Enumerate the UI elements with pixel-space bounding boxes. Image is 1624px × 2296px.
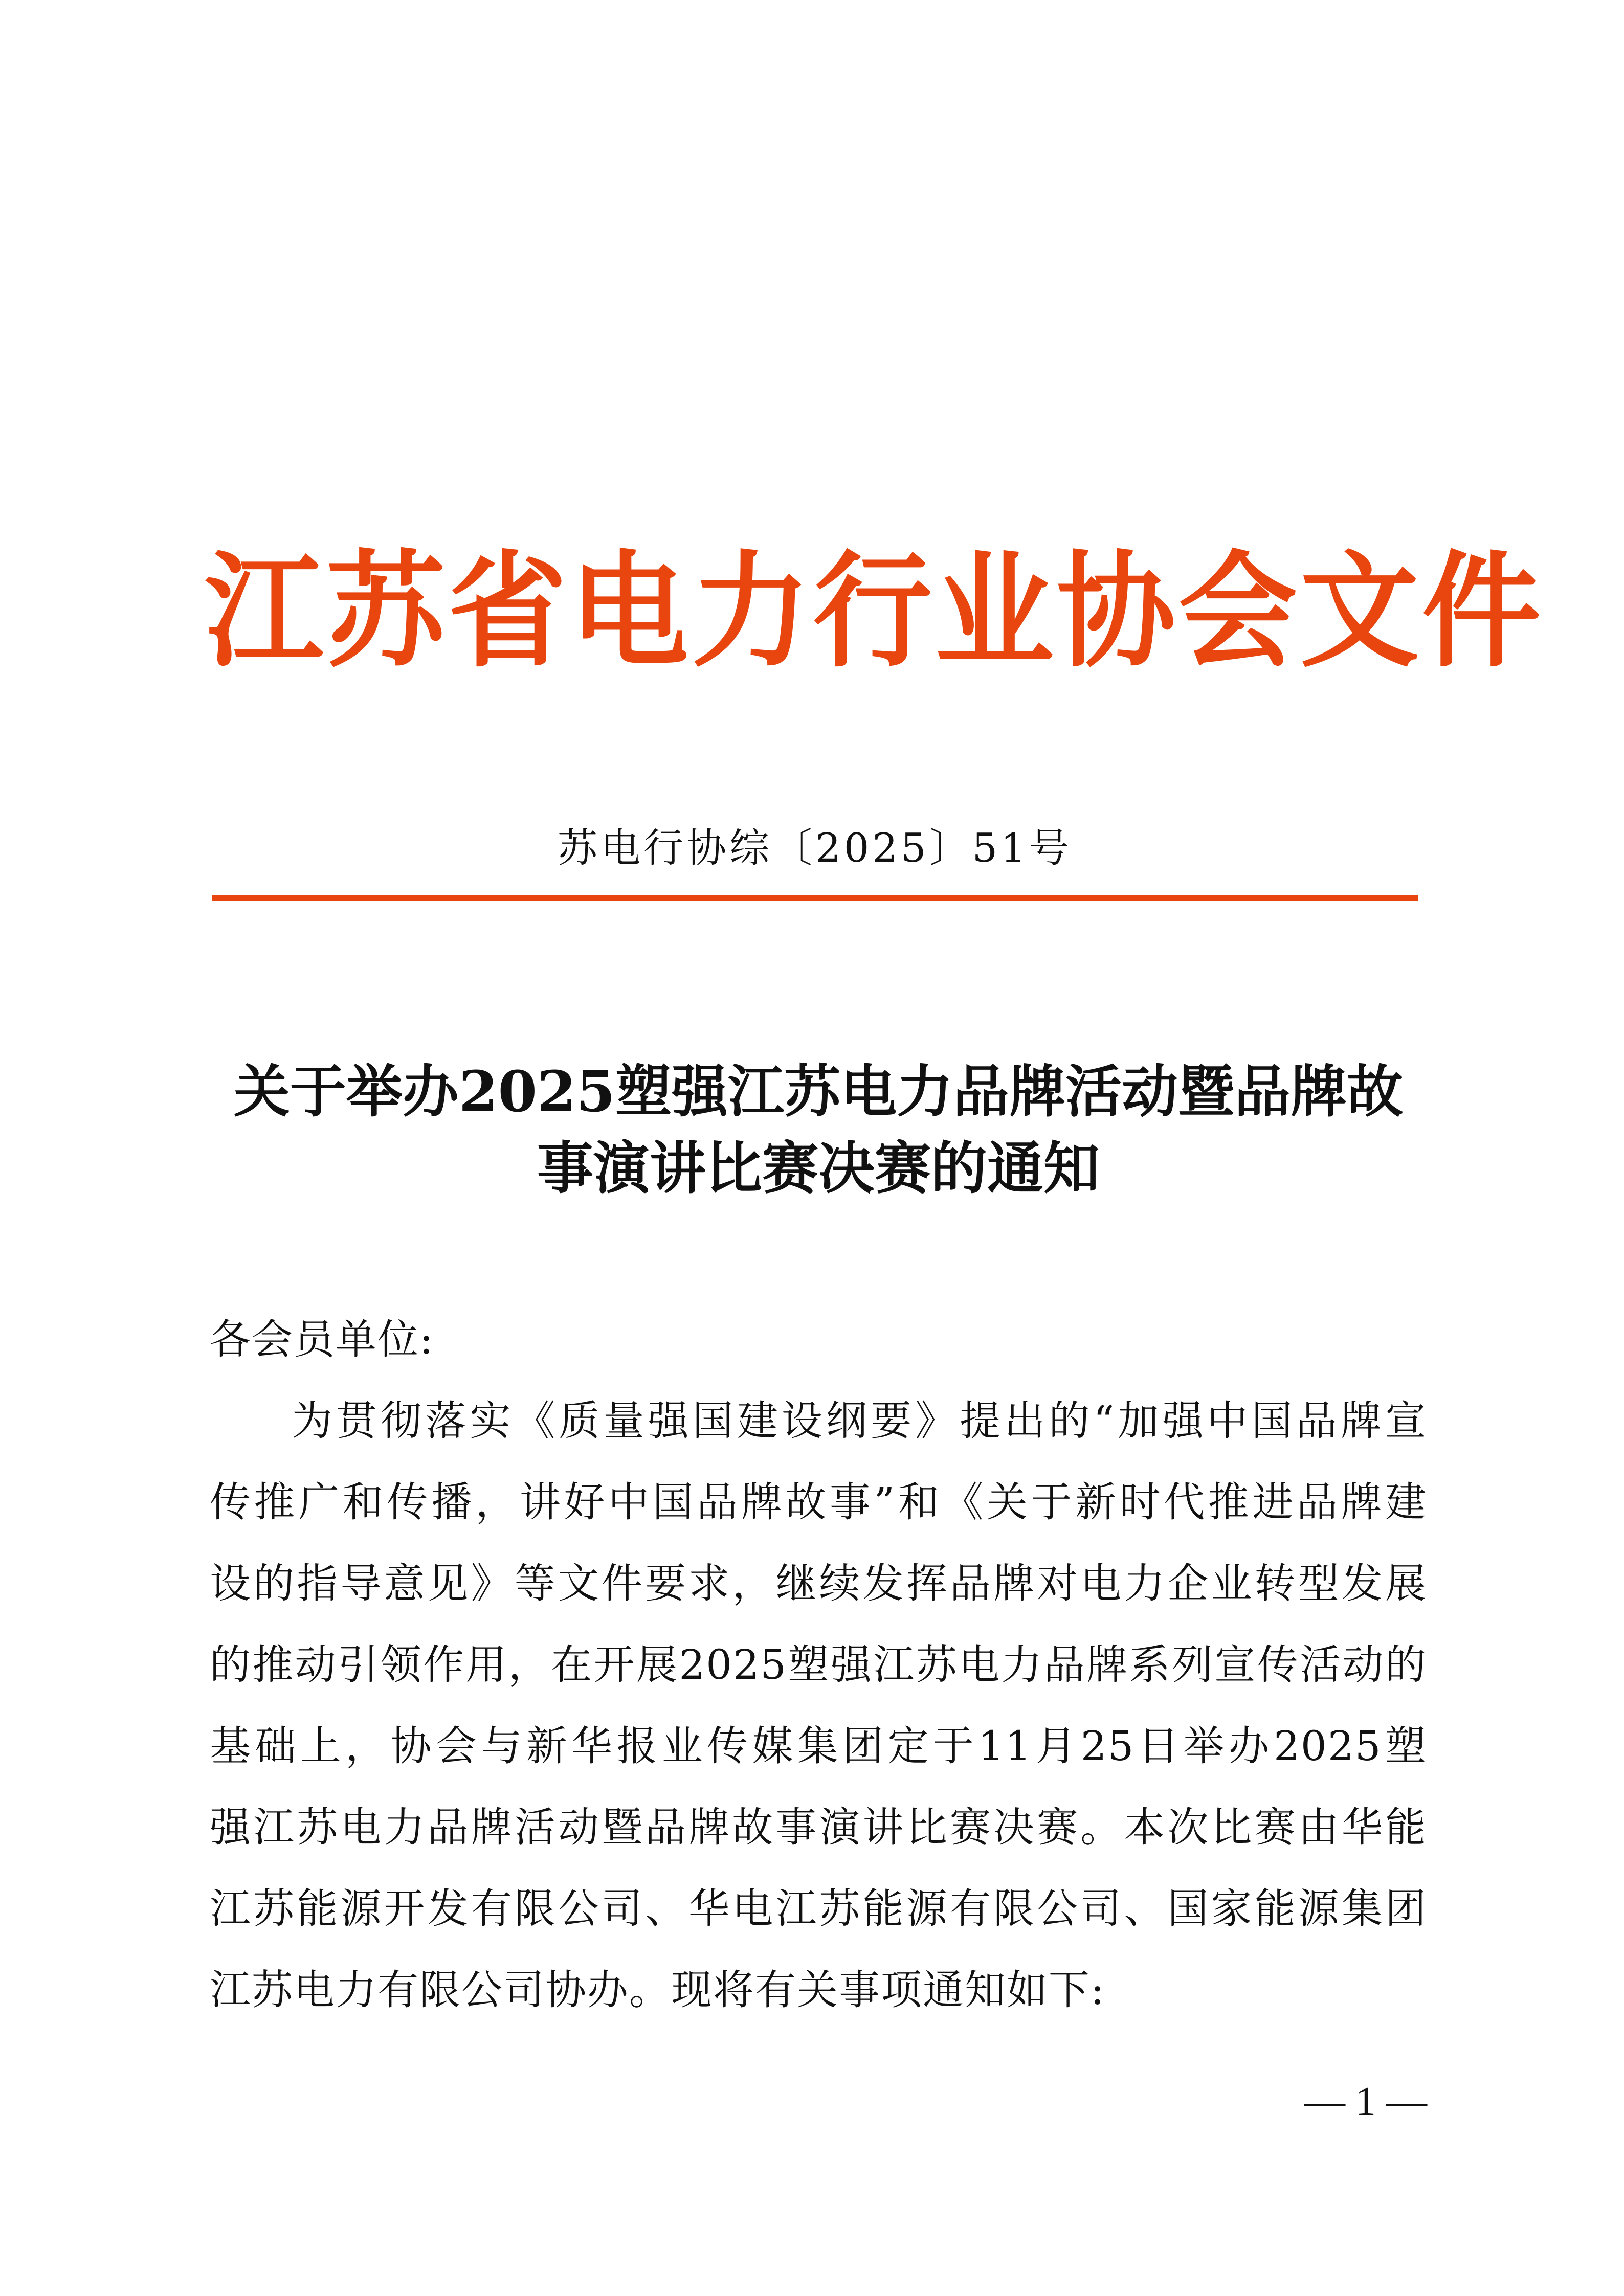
body-line: 江苏能源开发有限公司、华电江苏能源有限公司、国家能源集团 <box>210 1885 1427 1932</box>
body-line: 江苏电力有限公司协办。现将有关事项通知如下: <box>210 1966 1105 2014</box>
body-line: 为贯彻落实《质量强国建设纲要》提出的“加强中国品牌宣 <box>292 1397 1427 1445</box>
notice-body <box>210 1299 1427 2031</box>
red-divider-rule <box>212 895 1418 901</box>
masthead-title: 江苏省电力行业协会文件 <box>205 537 1544 684</box>
notice-title <box>207 1053 1430 1207</box>
page-number: — 1 — <box>1304 2079 1427 2124</box>
body-line: 传推广和传播，讲好中国品牌故事”和《关于新时代推进品牌建 <box>210 1478 1427 1526</box>
document-number: 苏电行协综〔2025〕51号 <box>558 825 1072 871</box>
body-line: 设的指导意见》等文件要求，继续发挥品牌对电力企业转型发展 <box>210 1560 1427 1607</box>
body-line: 基础上，协会与新华报业传媒集团定于11月25日举办2025塑 <box>210 1722 1427 1770</box>
body-line: 的推动引领作用，在开展2025塑强江苏电力品牌系列宣传活动的 <box>210 1641 1427 1689</box>
title-line: 事演讲比赛决赛的通知 <box>537 1135 1100 1201</box>
salutation: 各会员单位: <box>210 1316 434 1363</box>
body-line: 强江苏电力品牌活动暨品牌故事演讲比赛决赛。本次比赛由华能 <box>210 1804 1427 1851</box>
title-line: 关于举办2025塑强江苏电力品牌活动暨品牌故 <box>233 1059 1404 1124</box>
